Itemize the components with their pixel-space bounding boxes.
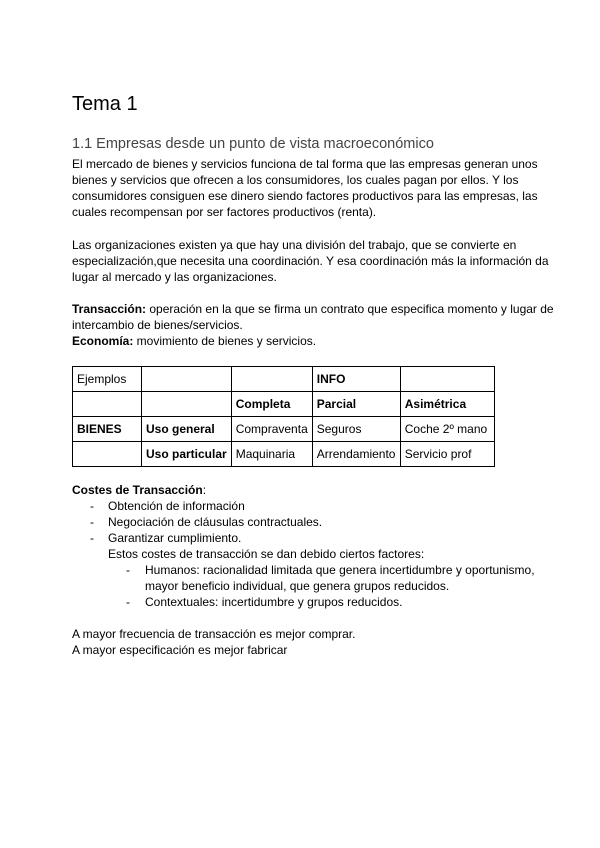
- table-row: [73, 417, 495, 442]
- definition-economia: [72, 333, 562, 349]
- table-cell: INFO: [312, 367, 400, 392]
- table-cell: Ejemplos: [73, 367, 142, 392]
- table-cell: [142, 367, 232, 392]
- list-item-text: Garantizar cumplimiento.: [108, 531, 242, 545]
- costes-heading: [72, 482, 206, 498]
- table-cell: Maquinaria: [231, 442, 312, 467]
- table-cell: Uso particular: [142, 442, 232, 467]
- conclusion-comprar: A mayor frecuencia de transacción es mejor comprar.: [72, 627, 356, 641]
- list-item: - Obtención de información: [90, 499, 245, 513]
- table-cell: Asimétrica: [400, 392, 494, 417]
- costes-list: [72, 498, 562, 610]
- list-item: - Contextuales: incertidumbre y grupos reducidos.: [126, 595, 403, 609]
- table-cell: Coche 2º mano: [400, 417, 494, 442]
- list-item-text: Negociación de cláusulas contractuales.: [108, 515, 323, 529]
- table-cell: Servicio prof: [400, 442, 494, 467]
- table-row: [73, 392, 495, 417]
- table-row: [73, 367, 495, 392]
- table-cell: [231, 367, 312, 392]
- table-cell: Arrendamiento: [312, 442, 400, 467]
- table-cell: Compraventa: [231, 417, 312, 442]
- factores-list: [72, 562, 562, 610]
- page-title: Tema 1: [72, 93, 138, 115]
- list-item: - Negociación de cláusulas contractuales.: [90, 515, 323, 529]
- table-cell: Parcial: [312, 392, 400, 417]
- table-cell: [142, 392, 232, 417]
- definition-term: Transacción:: [72, 302, 147, 316]
- costes-title-suffix: :: [202, 483, 207, 497]
- costes-note: Estos costes de transacción se dan debido ciertos factores:: [108, 547, 425, 561]
- costes-title: Costes de Transacción: [72, 483, 203, 497]
- table-cell: BIENES: [73, 417, 142, 442]
- table-cell: [73, 392, 142, 417]
- definition-term: Economía:: [72, 334, 134, 348]
- info-table: [72, 366, 495, 467]
- paragraph-organizaciones: Las organizaciones existen ya que hay una división del trabajo, que se convierte en especialización,que necesita una coordinación. Y esa coordinación más la información da lugar al mercado y las organizaciones.: [72, 238, 549, 284]
- list-item: - Garantizar cumplimiento.: [90, 531, 242, 545]
- list-item: - Humanos: racionalidad limitada que genera incertidumbre y oportunismo, mayor beneficio individual, que genera grupos reducidos.: [126, 563, 535, 593]
- list-item-text: Contextuales: incertidumbre y grupos reducidos.: [145, 595, 403, 609]
- conclusion-fabricar: A mayor especificación es mejor fabricar: [72, 643, 288, 657]
- definition-text: operación en la que se firma un contrato que especifica momento y lugar de intercambio de bienes/servicios.: [72, 302, 554, 332]
- list-item-text: Humanos: racionalidad limitada que genera incertidumbre y oportunismo, mayor beneficio individual, que genera grupos reducidos.: [145, 563, 535, 593]
- definition-transaccion: [72, 301, 562, 333]
- section-heading: 1.1 Empresas desde un punto de vista macroeconómico: [72, 136, 434, 152]
- table-cell: [73, 442, 142, 467]
- definition-text: movimiento de bienes y servicios.: [133, 334, 317, 348]
- table-cell: Seguros: [312, 417, 400, 442]
- table-cell: Uso general: [142, 417, 232, 442]
- table-cell: [400, 367, 494, 392]
- table-row: [73, 442, 495, 467]
- paragraph-mercado: El mercado de bienes y servicios funciona de tal forma que las empresas generan unos bienes y servicios que ofrecen a los consumidores, los cuales pagan por ellos. Y los consumidores consiguen ese dinero siendo factores productivos para las empresas, las cuales recompensan por ser factores productivos (renta).: [72, 157, 538, 219]
- list-item-text: Obtención de información: [108, 499, 245, 513]
- table-cell: Completa: [231, 392, 312, 417]
